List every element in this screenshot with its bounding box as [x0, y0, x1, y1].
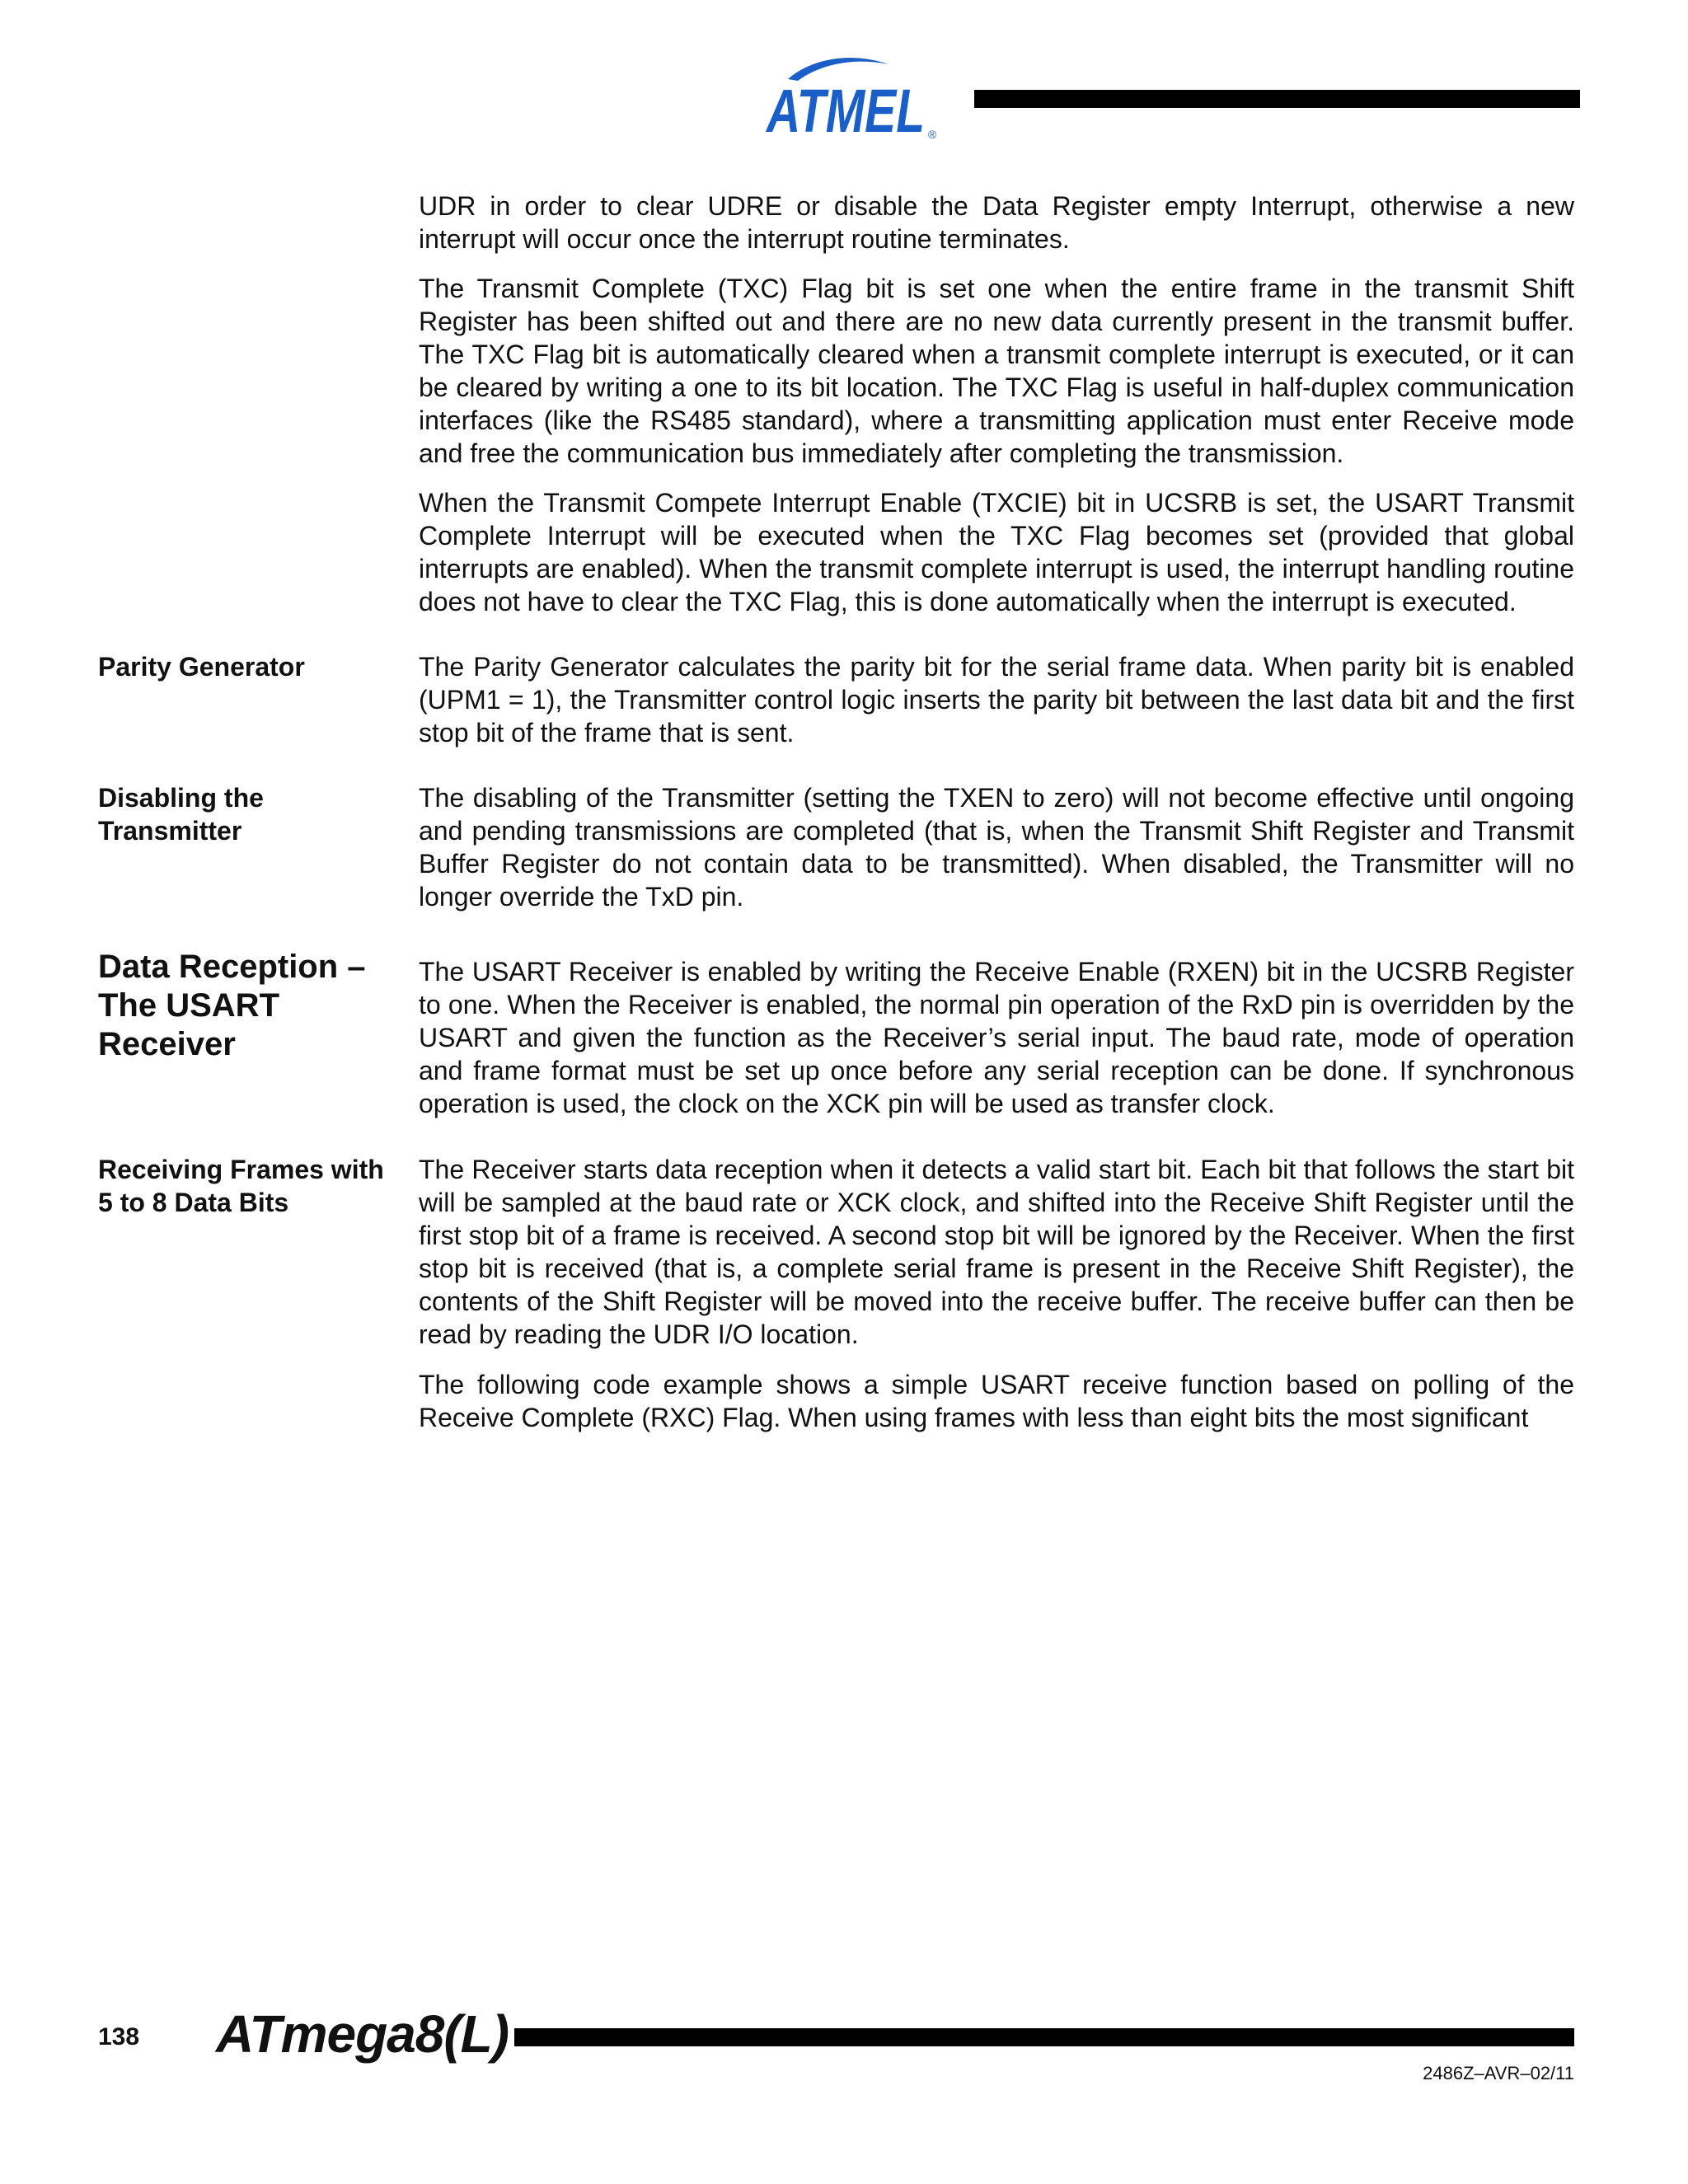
paragraph-disabling-transmitter: The disabling of the Transmitter (setting the TXEN to zero) will not become effective until ongoing and pending transmissions are completed (that is, when the Transmit Shift Register and Transmit Buffer Register do not contain data to be transmitted). When disabled, the Transmitter will no longer override the TxD pin.: [419, 783, 1574, 912]
heading-line: Receiving Frames with: [98, 1155, 384, 1184]
heading-line: 5 to 8 Data Bits: [98, 1188, 289, 1217]
heading-line: Receiver: [98, 1026, 236, 1062]
heading-line: Data Reception –: [98, 949, 366, 985]
paragraph-udr-continuation: UDR in order to clear UDRE or disable the Data Register empty Interrupt, otherwise a new interrupt will occur once the interrupt routine terminates.: [419, 191, 1574, 254]
heading-data-reception: [98, 948, 403, 1064]
heading-parity-generator: Parity Generator: [98, 652, 305, 682]
document-code: 2486Z–AVR–02/11: [1423, 2063, 1574, 2083]
paragraph-txc-flag: The Transmit Complete (TXC) Flag bit is set one when the entire frame in the transmit Shift Register has been shifted out and there are no new data currently present in the transmit buffer. The TXC Flag bit is automatically cleared when a transmit complete interrupt is executed, or it can be cleared by writing a one to its bit location. The TXC Flag is useful in half-duplex communication interfaces (like the RS485 standard), where a transmitting application must enter Receive mode and free the communication bus immediately after completing the transmission.: [419, 274, 1574, 468]
registered-mark: ®: [928, 128, 937, 140]
paragraph-receiving-frames: The Receiver starts data reception when it detects a valid start bit. Each bit that follows the start bit will be sampled at the baud rate or XCK clock, and shifted into the Receive Shift Register until the first stop bit of a frame is received. A second stop bit will be ignored by the Receiver. When the first stop bit is received (that is, a complete serial frame is present in the Receive Shift Register), the contents of the Shift Register will be moved into the receive buffer. The receive buffer can then be read by reading the UDR I/O location.: [419, 1155, 1574, 1349]
heading-line: The USART: [98, 987, 279, 1024]
heading-line: Disabling the: [98, 783, 264, 813]
paragraph-usart-receiver: The USART Receiver is enabled by writing the Receive Enable (RXEN) bit in the UCSRB Register to one. When the Receiver is enabled, the normal pin operation of the RxD pin is overridden by the USART and given the function as the Receiver’s serial input. The baud rate, mode of operation and frame format must be set up once before any serial reception can be done. If synchronous operation is used, the clock on the XCK pin will be used as transfer clock.: [419, 957, 1574, 1118]
page-number: 138: [98, 2023, 140, 2050]
heading-receiving-frames: [98, 1153, 403, 1219]
paragraph-parity-generator: The Parity Generator calculates the parity bit for the serial frame data. When parity bit is enabled (UPM1 = 1), the Transmitter control logic inserts the parity bit between the last data bit and the first stop bit of the frame that is sent.: [419, 652, 1574, 748]
header-rule: [974, 90, 1580, 108]
atmel-logo: [765, 54, 946, 140]
footer-rule: [514, 2028, 1574, 2046]
document-title: ATmega8(L): [216, 2004, 509, 2064]
logo-wordmark: ATMEL: [765, 77, 925, 140]
heading-disabling-transmitter: [98, 781, 403, 847]
paragraph-txcie: When the Transmit Compete Interrupt Enable (TXCIE) bit in UCSRB is set, the USART Transmit Complete Interrupt will be executed when the TXC Flag becomes set (provided that global interrupts are enabled). When the transmit complete interrupt is used, the interrupt handling routine does not have to clear the TXC Flag, this is done automatically when the interrupt is executed.: [419, 488, 1574, 616]
heading-line: Transmitter: [98, 816, 242, 846]
paragraph-code-example-intro: The following code example shows a simple USART receive function based on polling of the Receive Complete (RXC) Flag. When using frames with less than eight bits the most significant: [419, 1370, 1574, 1432]
